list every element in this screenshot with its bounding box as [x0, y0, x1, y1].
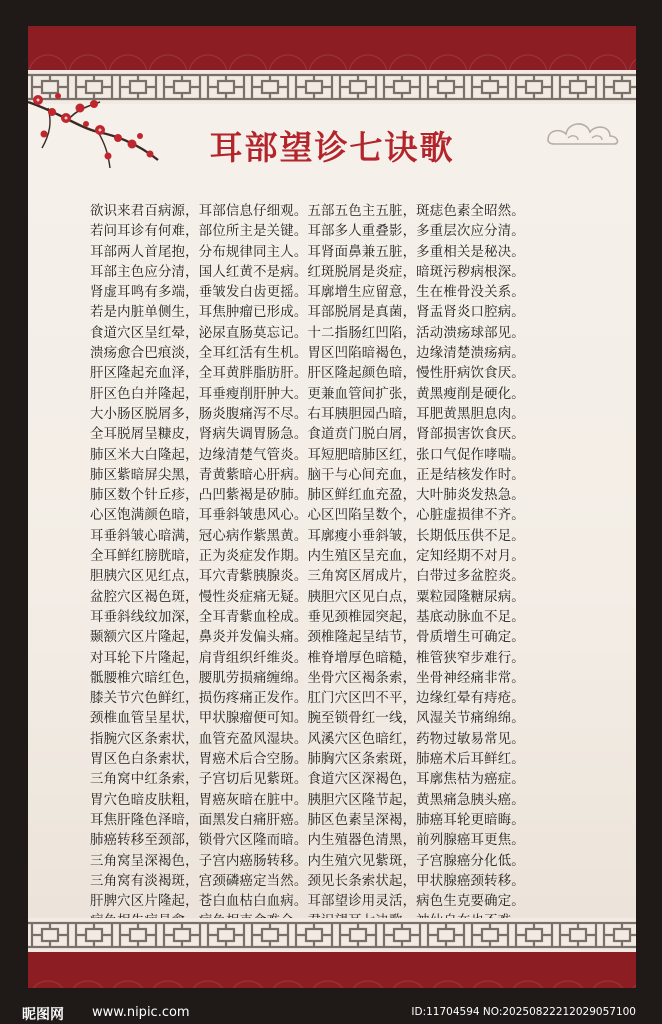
- poster-title: 耳部望诊七诀歌: [209, 128, 455, 167]
- poem-line: 耳焦肝隆色泽暗，面黑发白痛肝癌。肺区色素呈深褐，肺癌耳轮更暗晦。: [90, 812, 525, 828]
- poem-line: 心区饱满颜色暗，耳垂斜皱患风心。心区凹陷呈数个，心脏虚损律不齐。: [90, 508, 525, 524]
- bottom-lattice-border: [28, 918, 636, 952]
- poem-line: 三角窝中红条索，子宫切后见紫斑。食道穴区深褐色，耳廓焦枯为癌症。: [90, 772, 525, 788]
- poem-line: 胃穴色暗皮肤粗，胃癌灰暗在脏中。胰胆穴区隆节起，黄黑痛急胰头癌。: [90, 792, 525, 808]
- poem-line: 颞额穴区片隆起，鼻炎并发偏头痛。颈椎隆起呈结节，骨质增生可确定。: [90, 630, 525, 646]
- poem-line: 耳部两人首尾抱，分布规律同主人。耳肾面鼻兼五脏，多重相关是秘决。: [90, 244, 525, 260]
- poem-line: 三角窝有淡褐斑，宫颈磷癌定当然。颈见长条索状起，甲状腺癌颈转移。: [90, 873, 525, 889]
- poem-line: 骶腰椎穴暗红色，腰肌劳损痛缠绵。坐骨穴区褐条索，坐骨神经痛非常。: [90, 670, 525, 686]
- poem-line: 对耳轮下片隆起，肩背组织纤维炎。椎脊增厚色暗糙，椎管狭窄步难行。: [90, 650, 525, 666]
- poem-line: 肺区紫暗屏尖黑，青黄紫暗心肝病。脑干与心间充血，正是结核发作时。: [90, 467, 525, 483]
- watermark-logo: 昵图网: [22, 1007, 64, 1023]
- poem-line: 欲识来君百病源，耳部信息仔细观。五部五色主五脏，斑痣色素全昭然。: [90, 204, 525, 219]
- poem-text: [90, 202, 610, 933]
- poem-line: 耳部主色应分清，国人红黄不是病。红斑脱屑是炎症，暗斑污秽病根深。: [90, 264, 525, 280]
- poem-line: 大小肠区脱屑多，肠炎腹痛泻不尽。右耳胰胆园凸暗，耳肥黄黑胆息肉。: [90, 406, 525, 422]
- watermark-id: ID:11704594 NO:20250822212029057100: [411, 1006, 636, 1018]
- poem-line: 胃区色白条索状，胃癌术后合空肠。肺胸穴区条索斑，肺癌术后耳鲜红。: [90, 752, 525, 768]
- poem-line: 肝区隆起充血泽，全耳黄胖脂肪肝。肝区隆起颜色暗，慢性肝病饮食厌。: [90, 366, 525, 382]
- poem-line: 若是内脏单侧生，耳焦肿瘤已形成。耳部脱屑是真菌，肾盂肾炎口腔病。: [90, 305, 525, 321]
- poem-line: 耳垂斜皱心暗满，冠心病作紫黑黄。耳廓瘦小垂斜皱，长期低压供不足。: [90, 528, 525, 544]
- poem-line: 胆胰穴区见红点，耳穴青紫胰腺炎。三角窝区屑成片，白带过多盆腔炎。: [90, 569, 525, 585]
- poem-line: 膝关节穴色鲜红，损伤疼痛正发作。肛门穴区凹不平，边缘红晕有痔疮。: [90, 691, 525, 707]
- bottom-red-band: [28, 952, 636, 988]
- poem-line: 食道穴区呈红晕，泌尿直肠莫忘记。十二指肠红凹陷，活动溃疡球部见。: [90, 325, 525, 341]
- watermark-url: www.nipic.com: [92, 1005, 190, 1020]
- poem-line: 肺区数个针丘疹，凸凹紫褐是矽肺。肺区鲜红血充盈，大叶肺炎发热急。: [90, 488, 525, 504]
- poem-line: 溃疡愈合巴痕淡，全耳红活有生机。胃区凹陷暗褐色，边缘清楚溃疡病。: [90, 346, 525, 362]
- poem-line: 肺区米大白隆起，边缘清楚气管炎。耳短肥暗肺区红，张口气促作哮喘。: [90, 447, 525, 463]
- poem-line: 颈椎血管呈星状，甲状腺瘤便可知。腕至锁骨红一线，风湿关节痛绵绵。: [90, 711, 525, 727]
- poem-line: 全耳脱屑呈糠皮，肾病失调胃肠急。食道贲门脱白屑，肾部损害饮食厌。: [90, 427, 525, 443]
- poem-line: 肺癌转移至颈部，锁骨穴区隆而暗。内生殖器色清黑，前列腺癌耳更焦。: [90, 833, 525, 849]
- watermark-bar: [0, 1004, 662, 1024]
- poem-line: 三角窝呈深褐色，子宫内癌肠转移。内生殖穴见紫斑，子宫腺癌分化低。: [90, 853, 525, 869]
- poster-frame: [28, 26, 636, 988]
- poem-line: 肝脾穴区片隆起，苍白血枯白血病。耳部望诊用灵活，病色生克要确定。: [90, 894, 525, 910]
- poem-line: 若问耳诊有何难，部位所主是关键。耳部多人重叠影，多重层次应分清。: [90, 224, 525, 240]
- poem-line: 耳垂斜线纹加深，全耳青紫血栓成。垂见颈椎园突起，基底动脉血不足。: [90, 609, 525, 625]
- poem-line: 肝区色白并隆起，耳垂瘦削肝肿大。更兼血管间扩张，黄黑瘦削是硬化。: [90, 386, 525, 402]
- top-red-band: [28, 26, 636, 70]
- poem-line: 盆腔穴区褐色斑，慢性炎症痛无疑。胰胆穴区见白点，粟粒园隆糖尿病。: [90, 589, 525, 605]
- poem-line: 全耳鲜红膀胱暗，正为炎症发作期。内生殖区呈充血，定知经期不对月。: [90, 549, 525, 565]
- poem-line: 指腕穴区条索状，血管充盈风湿块。风溪穴区色暗红，药物过敏易常见。: [90, 731, 525, 747]
- poem-line: 肾虚耳鸣有多端，垂皱发白齿更摇。耳廓增生应留意，生在椎骨没关系。: [90, 285, 525, 301]
